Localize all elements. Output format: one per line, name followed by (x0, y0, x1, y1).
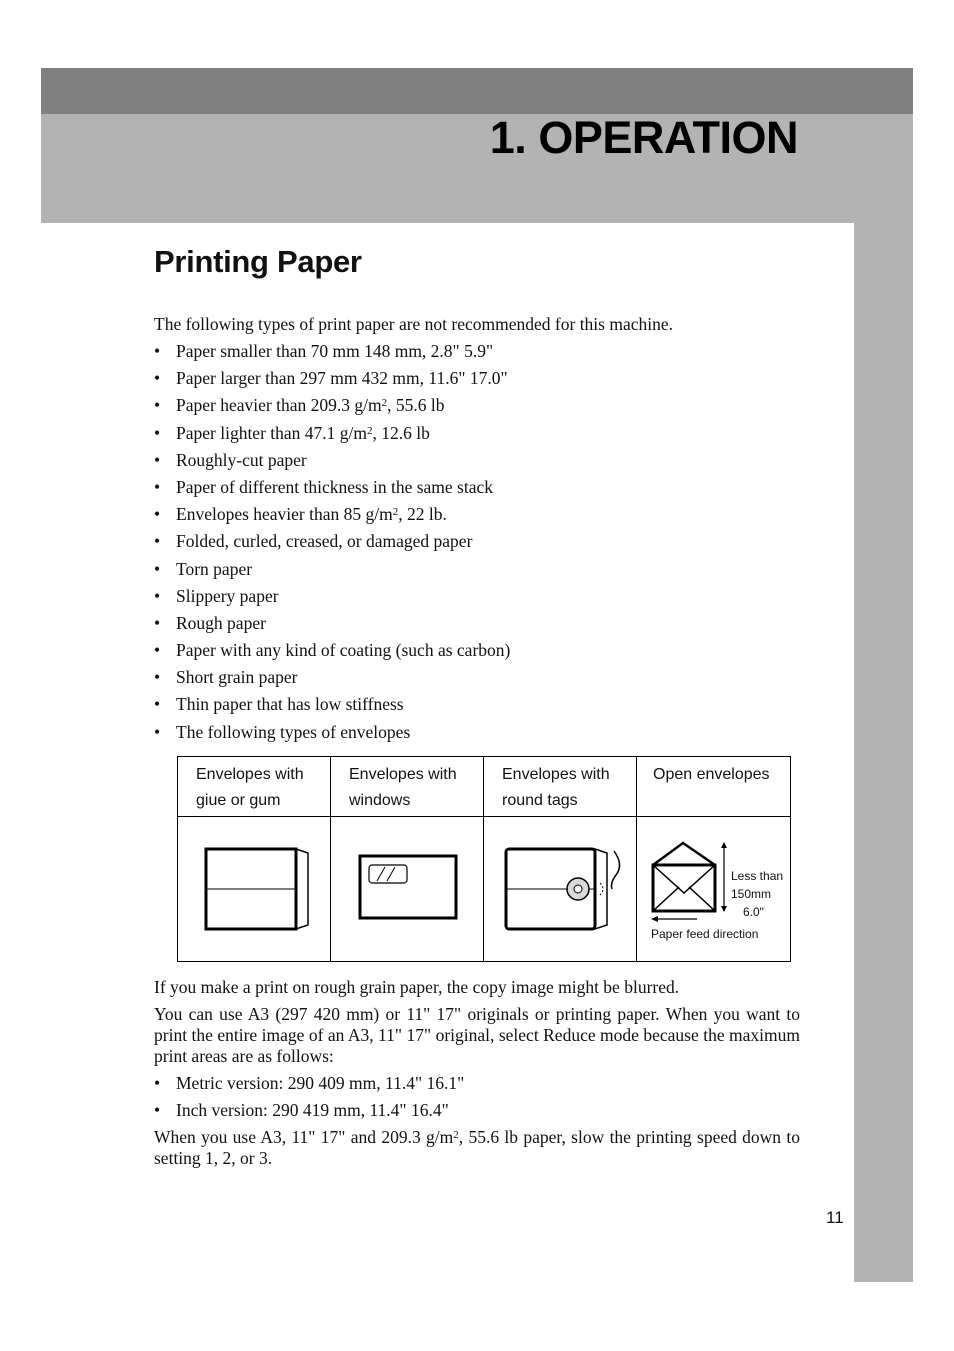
list-item: • Short grain paper (154, 667, 510, 694)
open-envelope-cell (637, 817, 791, 962)
list-item: • Paper of different thickness in the same stack (154, 477, 510, 504)
list-item: • Paper heavier than 209.3 $g/m^2$, 55.6 lb (154, 395, 510, 422)
list-item: • Paper lighter than 47.1 $g/m^2$, 12.6 lb (154, 423, 510, 450)
rough-paper-note: If you make a print on rough grain paper, the copy image might be blurred. (154, 977, 680, 997)
window-envelope-cell (331, 817, 484, 962)
speed-paragraph: When you use A3, 11" 17" and 209.3 $g/m^2$, 55.6 lb paper, slow the printing speed down to setting 1, 2, or 3. (154, 1127, 800, 1168)
list-item: • Thin paper that has low stiffness (154, 694, 510, 721)
intro-text: The following types of print paper are not recommended for this machine. (154, 314, 674, 334)
list-item: • The following types of envelopes (154, 722, 510, 749)
list-item: • Roughly-cut paper (154, 450, 510, 477)
list-item: • Paper larger than 297 mm 432 mm, 11.6" 17.0" (154, 368, 510, 395)
tag-envelope-cell (484, 817, 637, 962)
glue-envelope-icon (202, 845, 314, 933)
section-title: Printing Paper (154, 244, 362, 279)
list-item: • Envelopes heavier than 85 $g/m^2$, 22 lb. (154, 504, 510, 531)
header-band-dark (41, 68, 913, 114)
list-item: • Inch version: 290 419 mm, 11.4" 16.4" (154, 1100, 464, 1127)
side-thumb-tab (854, 223, 913, 1282)
list-item: • Paper with any kind of coating (such as carbon) (154, 640, 510, 667)
window-envelope-icon (357, 853, 461, 923)
table-header-cell: Envelopes with round tags (484, 757, 637, 817)
list-item: • Rough paper (154, 613, 510, 640)
intro-paragraph (154, 314, 800, 335)
table-header-cell: Envelopes with giue or gum (178, 757, 331, 817)
list-item: • Slippery paper (154, 586, 510, 613)
not-recommended-list (154, 341, 510, 749)
feed-direction-label: Paper feed direction (651, 927, 759, 941)
glue-envelope-cell (178, 817, 331, 962)
table-header-cell: Open envelopes (637, 757, 791, 817)
page-number: 11 (826, 1208, 844, 1227)
envelope-types-table (177, 756, 791, 962)
list-item: • Paper smaller than 70 mm 148 mm, 2.8" 5.9" (154, 341, 510, 368)
chapter-title: 1. OPERATION (489, 112, 798, 163)
dimension-label: Less than 150mm 6.0" (731, 869, 784, 919)
tag-envelope-icon (502, 845, 632, 933)
a3-paragraph: You can use A3 (297 420 mm) or 11" 17" originals or printing paper. When you want to print the entire image of an A3, 11" 17" original, select Reduce mode because the maximum print areas are as follows: (154, 1004, 800, 1066)
table-header-cell: Envelopes with windows (331, 757, 484, 817)
print-area-list (154, 1073, 464, 1127)
list-item: • Folded, curled, creased, or damaged paper (154, 531, 510, 558)
list-item: • Metric version: 290 409 mm, 11.4" 16.1" (154, 1073, 464, 1100)
list-item: • Torn paper (154, 559, 510, 586)
